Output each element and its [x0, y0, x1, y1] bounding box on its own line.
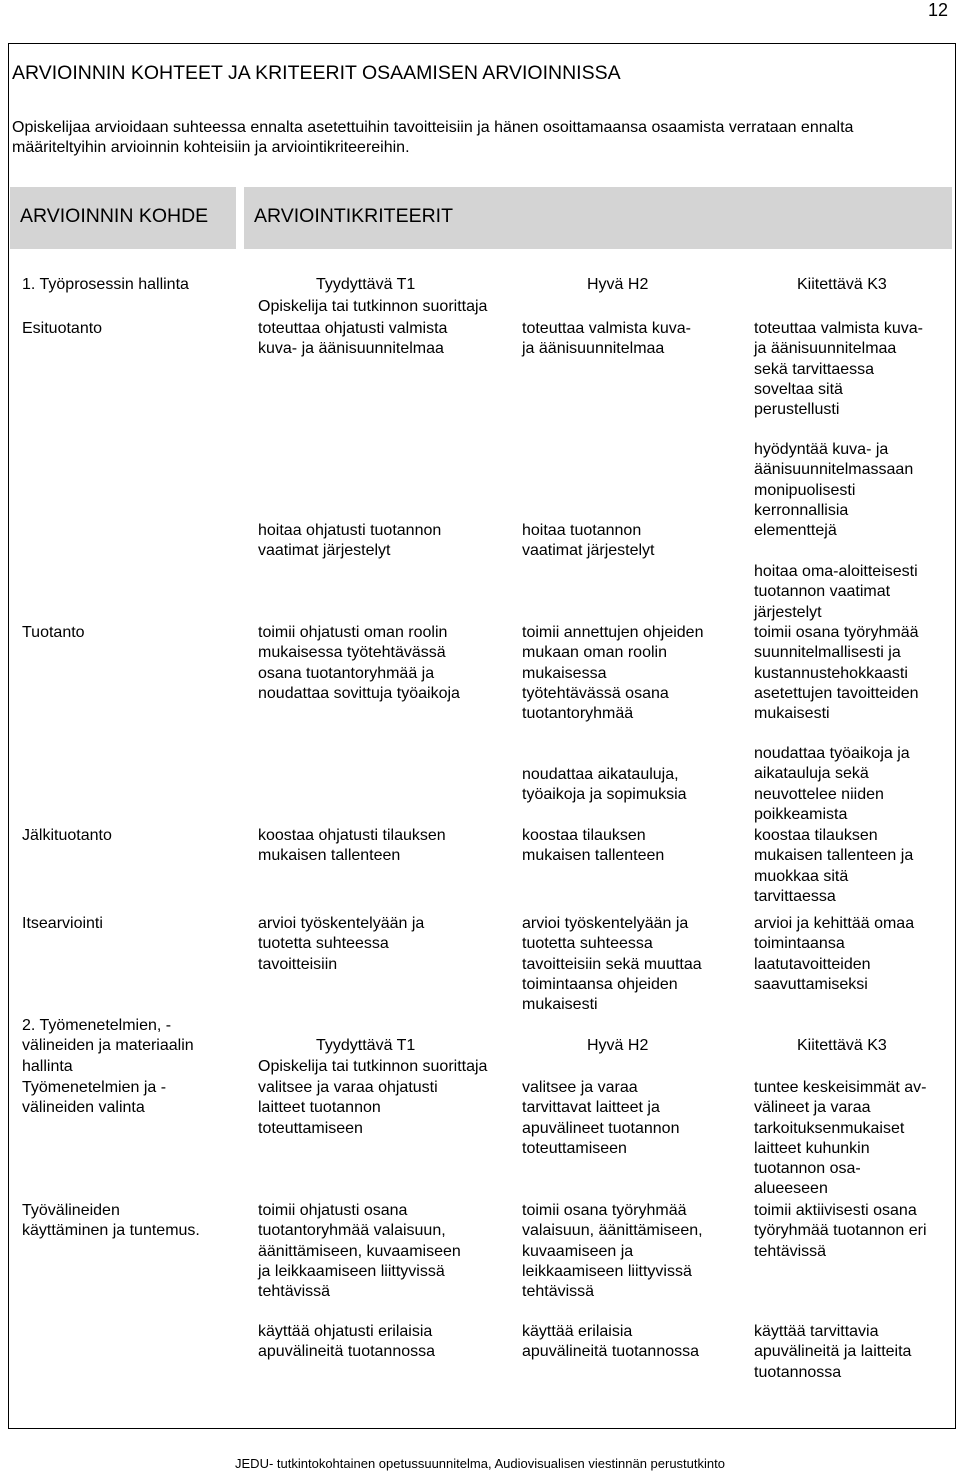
esituotanto-t1: toteuttaa ohjatusti valmista kuva- ja äänisuunnitelmaa [258, 320, 448, 358]
itsearviointi-k3: arvioi ja kehittää omaa toimintaansa laatutavoitteiden saavuttamiseksi [754, 915, 915, 993]
level-h2-header: Hyvä H2 [587, 276, 649, 293]
jalkituotanto-t1: koostaa ohjatusti tilauksen mukaisen tallenteen [258, 827, 446, 865]
itsearviointi-h2: arvioi työskentelyään ja tuotetta suhteessa tavoitteisiin sekä muuttaa toimintaansa ohjeiden mukaisesti [522, 915, 702, 1014]
page-footer: JEDU- tutkintokohtainen opetussuunnitelma, Audiovisualisen viestinnän perustutkinto [235, 1456, 725, 1471]
row-label-kayttaminen: Työvälineiden käyttäminen ja tuntemus. [22, 1202, 200, 1240]
intro-paragraph: Opiskelijaa arvioidaan suhteessa ennalta asetettuihin tavoitteisiin ja hänen osoittamaansa osaamista verrataan ennalta määriteltyihin arvioinnin kohteisiin ja arviointikriteereihin. [12, 119, 854, 156]
kayttaminen-t1-b: käyttää ohjatusti erilaisia apuvälineitä tuotannossa [258, 1323, 436, 1361]
valinta-t1: valitsee ja varaa ohjatusti laitteet tuotannon toteuttamiseen [258, 1079, 438, 1137]
row-label-esituotanto: Esituotanto [22, 320, 103, 337]
row-label-itsearviointi: Itsearviointi [22, 915, 103, 932]
kayttaminen-k3: toimii aktiivisesti osana työryhmää tuotannon eri tehtävissä [754, 1202, 927, 1260]
header-kohde-label: ARVIOINNIN KOHDE [20, 205, 209, 227]
jalkituotanto-h2: koostaa tilauksen mukaisen tallenteen [522, 827, 665, 865]
esituotanto-h2: toteuttaa valmista kuva- ja äänisuunnitelmaa [522, 320, 691, 358]
tuotanto-h2-b: noudattaa aikatauluja, työaikoja ja sopimuksia [522, 766, 687, 804]
esituotanto-t1-b: hoitaa ohjatusti tuotannon vaatimat järjestelyt [258, 522, 442, 560]
level-t1-header: Tyydyttävä T1 [316, 276, 416, 293]
level-k3-header: Kiitettävä K3 [797, 276, 887, 293]
esituotanto-k3-c: hoitaa oma-aloitteisesti tuotannon vaatimat järjestelyt [754, 563, 918, 621]
performer-label-2: Opiskelija tai tutkinnon suorittaja [258, 1058, 488, 1075]
tuotanto-k3-b: noudattaa työaikoja ja aikatauluja sekä neuvottelee niiden poikkeamista [754, 745, 910, 823]
page-number: 12 [927, 0, 948, 20]
tuotanto-h2: toimii annettujen ohjeiden mukaan oman roolin mukaisessa työtehtävässä osana tuotantoryhmää [522, 624, 704, 723]
header-kriteerit-label: ARVIOINTIKRITEERIT [254, 205, 453, 227]
header-arviointikriteerit [244, 187, 952, 249]
kayttaminen-h2-b: käyttää erilaisia apuvälineitä tuotannossa [522, 1323, 700, 1361]
level-t1-header-2: Tyydyttävä T1 [316, 1037, 416, 1054]
level-h2-header-2: Hyvä H2 [587, 1037, 649, 1054]
document-title: ARVIOINNIN KOHTEET JA KRITEERIT OSAAMISEN ARVIOINNISSA [12, 62, 621, 84]
itsearviointi-t1: arvioi työskentelyään ja tuotetta suhteessa tavoitteisiin [258, 915, 425, 973]
level-k3-header-2: Kiitettävä K3 [797, 1037, 887, 1054]
row-label-tuotanto: Tuotanto [22, 624, 85, 641]
performer-label: Opiskelija tai tutkinnon suorittaja [258, 298, 488, 315]
esituotanto-k3: toteuttaa valmista kuva- ja äänisuunnitelmaa sekä tarvittaessa soveltaa sitä perustellusti [754, 320, 923, 419]
esituotanto-k3-b: hyödyntää kuva- ja äänisuunnitelmassaan monipuolisesti kerronnallisia elementtejä [754, 441, 914, 540]
header-arvioinnin-kohde [10, 187, 236, 249]
row-label-jalkituotanto: Jälkituotanto [22, 827, 112, 844]
tuotanto-k3: toimii osana työryhmää suunnitelmallisesti ja kustannustehokkaasti asetettujen tavoitteiden mukaisesti [754, 624, 919, 723]
esituotanto-h2-b: hoitaa tuotannon vaatimat järjestelyt [522, 522, 655, 560]
valinta-h2: valitsee ja varaa tarvittavat laitteet ja apuvälineet tuotannon toteuttamiseen [522, 1079, 680, 1157]
kayttaminen-t1: toimii ohjatusti osana tuotantoryhmää valaisuun, äänittämiseen, kuvaamiseen ja leikkaamiseen liittyvissä tehtävissä [258, 1202, 461, 1301]
row-label-valinta: Työmenetelmien ja - välineiden valinta [22, 1079, 167, 1117]
jalkituotanto-k3: koostaa tilauksen mukaisen tallenteen ja muokkaa sitä tarvittaessa [754, 827, 914, 905]
kayttaminen-h2: toimii osana työryhmää valaisuun, äänittämiseen, kuvaamiseen ja leikkaamiseen liittyvissä tehtävissä [522, 1202, 703, 1301]
section1-title: 1. Työprosessin hallinta [22, 276, 189, 293]
section2-title: 2. Työmenetelmien, - välineiden ja materiaalin hallinta [22, 1017, 194, 1075]
kayttaminen-k3-b: käyttää tarvittavia apuvälineitä ja laitteita tuotannossa [754, 1323, 912, 1381]
tuotanto-t1: toimii ohjatusti oman roolin mukaisessa työtehtävässä osana tuotantoryhmää ja noudattaa sovittuja työaikoja [258, 624, 460, 702]
valinta-k3: tuntee keskeisimmät av- välineet ja varaa tarkoituksenmukaiset laitteet kuhunkin tuotannon osa- alueeseen [754, 1079, 927, 1198]
